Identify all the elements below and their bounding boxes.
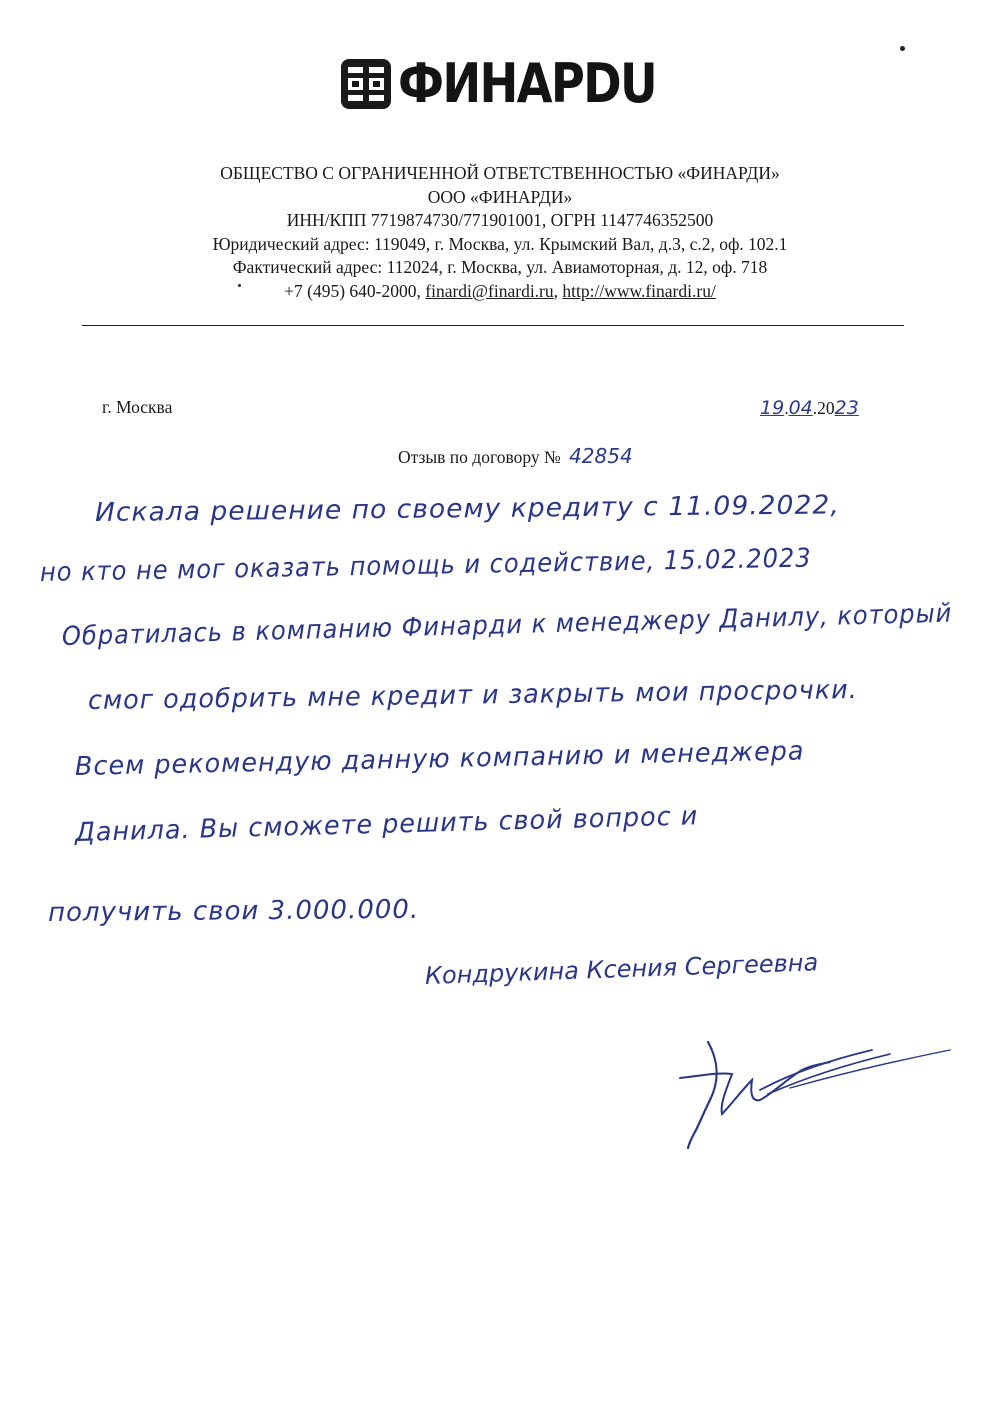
city: г. Москва — [102, 397, 173, 417]
company-email-link[interactable]: finardi@finardi.ru — [425, 280, 554, 301]
company-actual-address: Фактический адрес: 112024, г. Москва, ул. Авиамоторная, д. 12, оф. 718 — [232, 257, 768, 277]
signer-name: Кондрукина Ксения Сергеевна — [424, 948, 819, 990]
date-sep: . — [784, 398, 789, 418]
contract-number: 42854 — [569, 444, 633, 468]
company-website-link[interactable]: http://www.finardi.ru/ — [562, 280, 716, 301]
document-date — [760, 397, 859, 419]
logo-wordmark: ФИНАРDU — [398, 52, 656, 115]
company-short-name: ООО «ФИНАРДИ» — [427, 186, 573, 207]
date-day: 19 — [760, 397, 785, 419]
paper-speck — [900, 46, 905, 51]
handwritten-line: смог одобрить мне кредит и закрыть мои просрочки. — [87, 675, 858, 716]
handwritten-line: Искала решение по своему кредиту с 11.09.2022, — [94, 490, 840, 528]
handwritten-line: Всем рекомендую данную компанию и менеджера — [74, 736, 805, 782]
review-title-prefix: Отзыв по договору № — [398, 447, 561, 467]
company-details — [80, 162, 920, 303]
handwritten-line: но кто не мог оказать помощь и содействие, 15.02.2023 — [39, 543, 812, 588]
handwritten-line: получить свои 3.000.000. — [47, 894, 420, 928]
handwritten-line: Обратилась в компанию Финарди к менеджеру Данилу, который — [61, 598, 953, 652]
date-year: 23 — [834, 397, 859, 419]
date-month: 04 — [788, 397, 813, 419]
company-logo — [340, 52, 698, 115]
date-century: .20 — [812, 398, 835, 418]
header-divider — [82, 325, 904, 326]
finardi-logo-icon — [340, 58, 392, 110]
company-phone: +7 (495) 640-2000, — [284, 280, 421, 301]
company-contacts — [80, 280, 920, 304]
signature — [660, 1030, 960, 1160]
handwritten-line: Данила. Вы сможете решить свой вопрос и — [74, 801, 699, 848]
company-legal-address: Юридический адрес: 119049, г. Москва, ул. Крымский Вал, д.3, с.2, оф. 102.1 — [212, 233, 788, 254]
review-title — [398, 444, 633, 468]
contact-separator: , — [553, 280, 559, 301]
company-full-name: ОБЩЕСТВО С ОГРАНИЧЕННОЙ ОТВЕТСТВЕННОСТЬЮ «ФИНАРДИ» — [220, 163, 780, 183]
paper-speck — [238, 284, 241, 287]
company-registration: ИНН/КПП 7719874730/771901001, ОГРН 1147746352500 — [286, 210, 714, 230]
